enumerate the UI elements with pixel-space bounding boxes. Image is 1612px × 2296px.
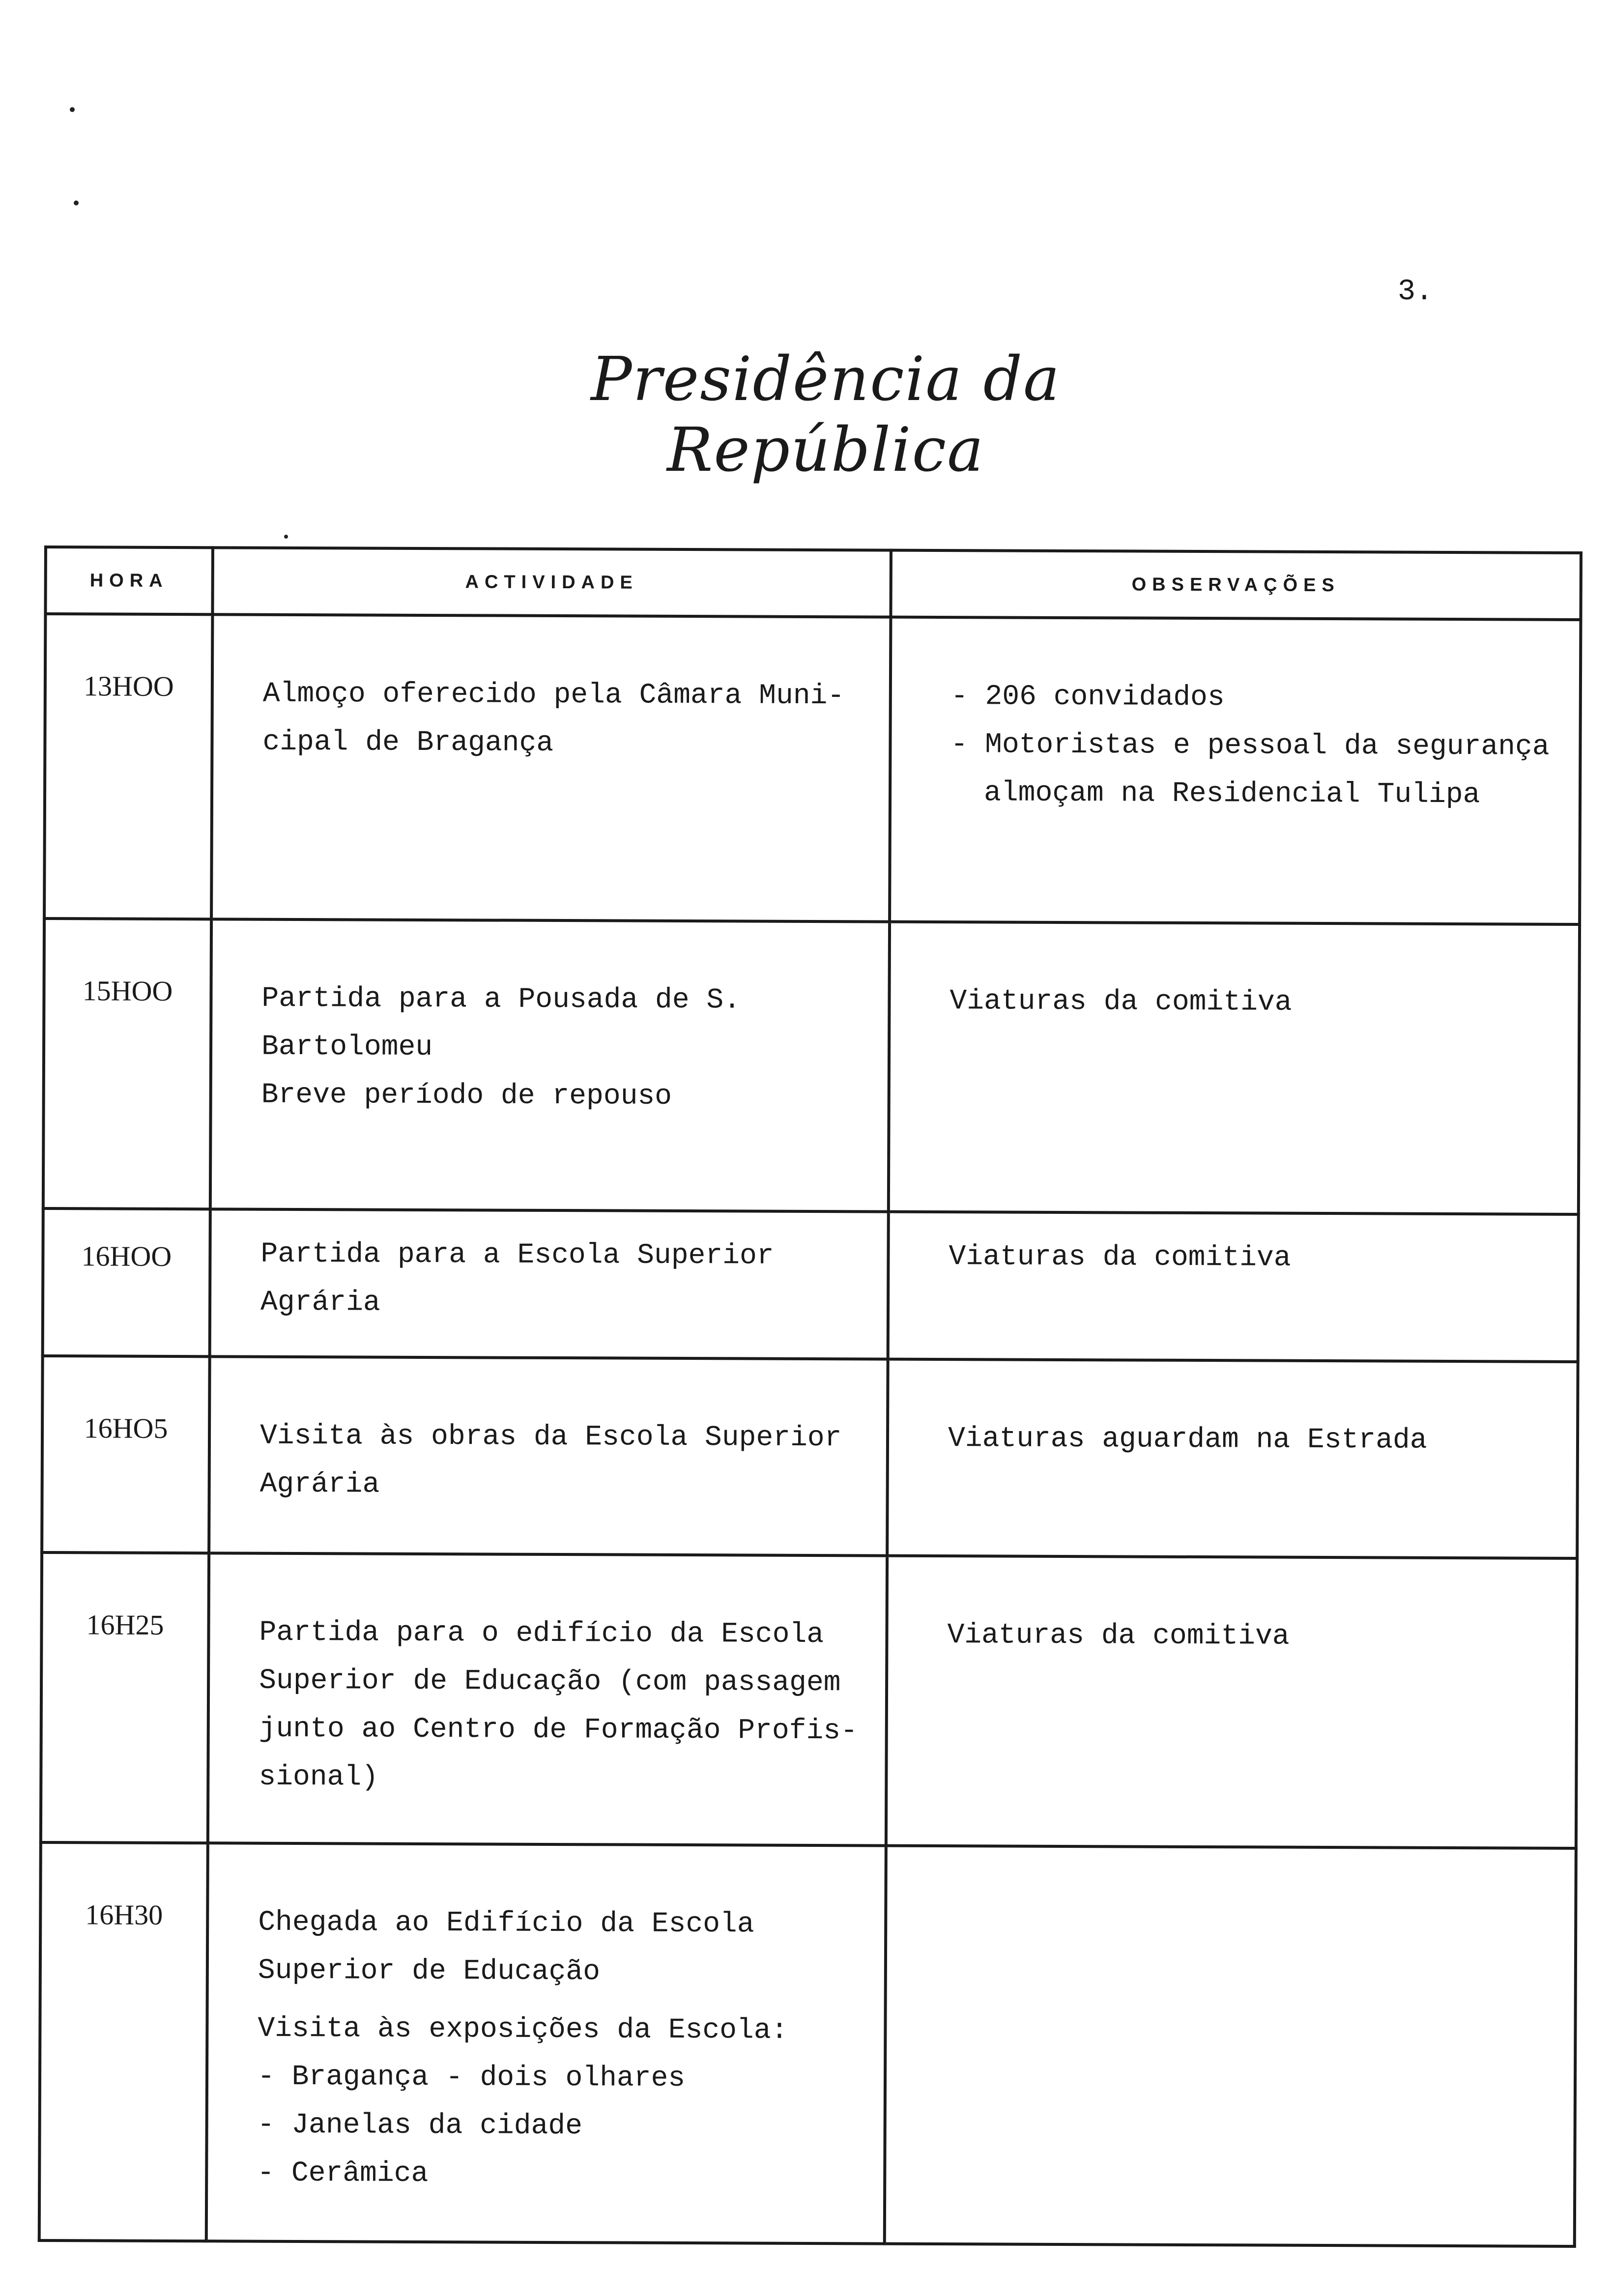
- hora-cell: 16H30: [39, 1842, 208, 2241]
- actividade-line: Bartolomeu: [261, 1031, 433, 1064]
- actividade-line: sional): [259, 1761, 379, 1794]
- header-observacoes: OBSERVAÇÕES: [891, 550, 1581, 620]
- observacao-line: almoçam na Residencial Tulipa: [983, 777, 1480, 811]
- actividade-line: Chegada ao Edifício da Escola: [258, 1906, 754, 1941]
- table-row: [43, 1208, 1579, 1362]
- observacao-line: - 206 convidados: [950, 681, 1225, 714]
- table-row: [44, 614, 1581, 924]
- table-row: [41, 1552, 1577, 1848]
- scan-speck: [70, 107, 75, 112]
- scan-speck: [74, 201, 79, 205]
- actividade-cell: [208, 1553, 887, 1845]
- actividade-line: Breve período de repouso: [261, 1079, 672, 1113]
- actividade-line: Almoço oferecido pela Câmara Muni-: [262, 678, 845, 713]
- observacao-line: Viaturas da comitiva: [949, 1241, 1291, 1274]
- actividade-cell: [211, 614, 891, 921]
- actividade-line: Agrária: [259, 1468, 380, 1501]
- actividade-cell: [210, 1209, 889, 1359]
- page-number: 3.: [1398, 275, 1434, 309]
- observacao-line: Viaturas da comitiva: [950, 985, 1292, 1019]
- actividade-line: Partida para o edifício da Escola: [259, 1616, 824, 1651]
- actividade-line: Superior de Educação: [258, 1954, 601, 1988]
- actividade-cell: [206, 1843, 886, 2243]
- header-actividade: ACTIVIDADE: [212, 547, 891, 617]
- observacoes-cell: [890, 617, 1581, 924]
- actividade-line: Partida para a Pousada de S.: [261, 982, 741, 1017]
- actividade-line: - Bragança - dois olhares: [257, 2061, 686, 2095]
- scan-speck: [284, 535, 288, 539]
- observacao-line: - Motoristas e pessoal da segurança: [950, 729, 1550, 763]
- schedule-table: [38, 545, 1583, 2248]
- hora-cell: 13HOO: [44, 614, 212, 919]
- actividade-cell: [210, 919, 890, 1211]
- observacao-line: Viaturas aguardam na Estrada: [948, 1423, 1427, 1457]
- actividade-line: - Cerâmica: [257, 2157, 429, 2190]
- hora-cell: 16H25: [41, 1552, 209, 1843]
- actividade-line: - Janelas da cidade: [257, 2109, 583, 2143]
- actividade-line: Partida para a Escola Superior: [260, 1238, 774, 1272]
- actividade-line: junto ao Centro de Formação Profis-: [259, 1713, 858, 1748]
- observacoes-cell: [887, 1359, 1578, 1558]
- table-header-row: [45, 547, 1581, 620]
- observacoes-cell: [886, 1556, 1577, 1848]
- hora-cell: 16HO5: [42, 1356, 210, 1553]
- actividade-line: Visita às obras da Escola Superior: [259, 1420, 842, 1455]
- letterhead-title: Presidência da República: [591, 344, 1061, 486]
- table-row: [39, 1842, 1576, 2246]
- header-hora: HORA: [45, 547, 213, 614]
- observacoes-cell: [885, 1846, 1576, 2246]
- actividade-line: Agrária: [260, 1286, 380, 1319]
- table-row: [43, 918, 1580, 1214]
- schedule-table-wrapper: [38, 545, 1583, 2242]
- hora-cell: 16HOO: [43, 1208, 210, 1356]
- actividade-cell: [209, 1356, 888, 1555]
- actividade-line: Visita às exposições da Escola:: [258, 2012, 788, 2047]
- hora-cell: 15HOO: [43, 918, 211, 1209]
- observacoes-cell: [888, 1212, 1579, 1362]
- table-row: [42, 1356, 1578, 1558]
- actividade-line: cipal de Bragança: [262, 726, 554, 759]
- observacao-line: Viaturas da comitiva: [947, 1619, 1290, 1653]
- actividade-line: Superior de Educação (com passagem: [259, 1665, 841, 1699]
- observacoes-cell: [889, 922, 1580, 1214]
